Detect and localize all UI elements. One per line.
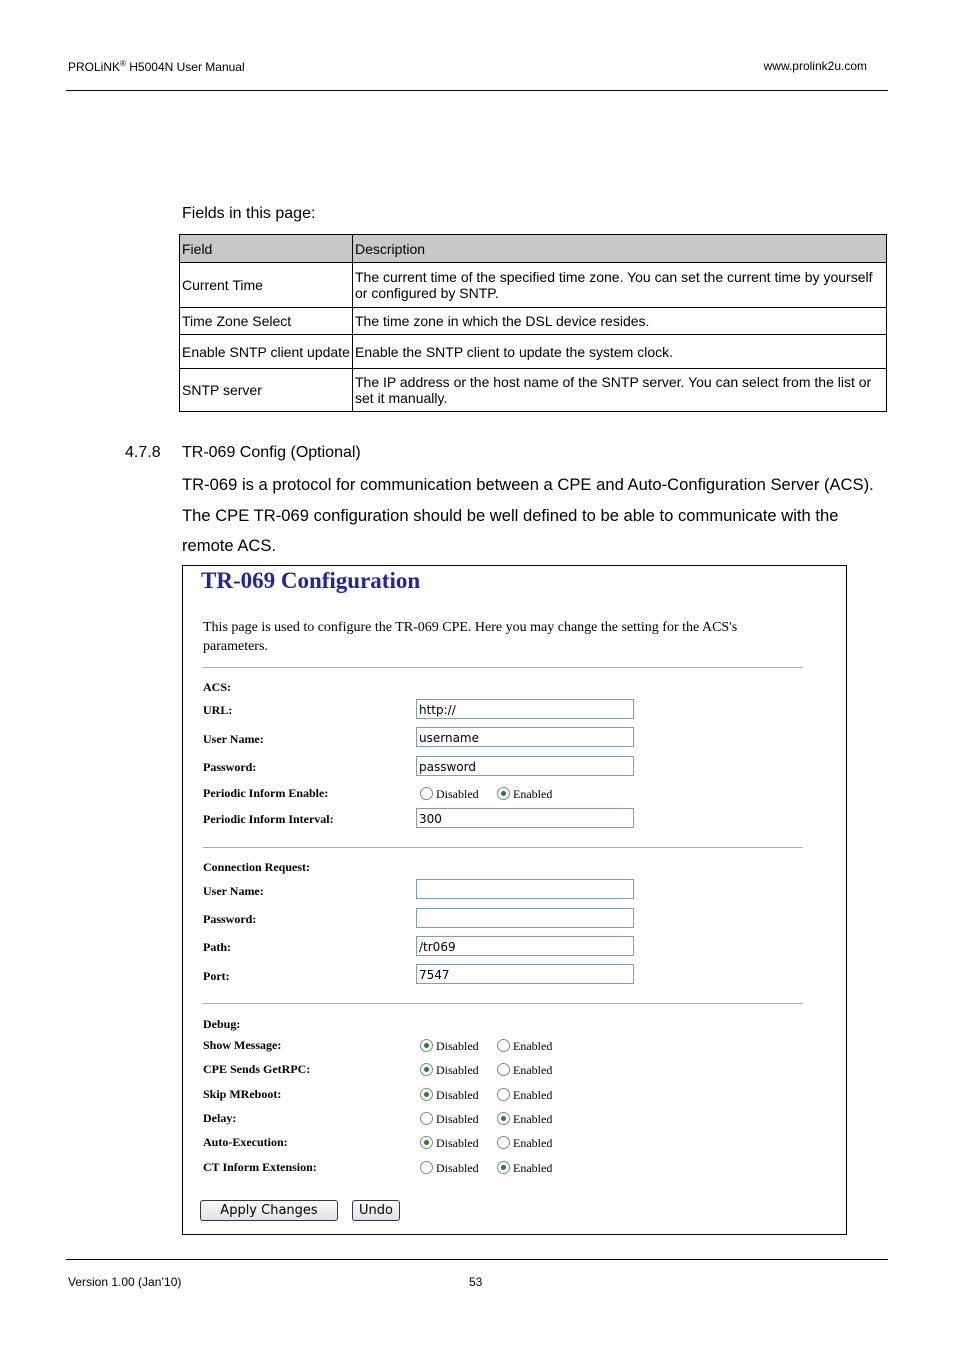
radio-circle-selected-icon [420, 1063, 433, 1076]
acs-username-label: User Name: [203, 732, 264, 746]
debug-option-label: Delay: [203, 1110, 237, 1125]
fields-intro: Fields in this page: [182, 205, 316, 222]
debug-option-label: Show Message: [203, 1038, 282, 1052]
conn-password-input[interactable] [416, 908, 634, 928]
description-cell: The IP address or the host name of the SNTP server. You can select from the list or set it manually. [353, 369, 887, 412]
debug-option-label: CPE Sends GetRPC: [203, 1062, 311, 1077]
header-title [68, 59, 245, 74]
periodic-inform-enable-label: Periodic Inform Enable: [203, 786, 329, 800]
manual-name: H5004N User Manual [125, 60, 245, 74]
acs-heading: ACS: [203, 680, 232, 694]
conn-port-label: Port: [203, 969, 230, 983]
radio-circle-icon [420, 1161, 433, 1174]
acs-password-input[interactable]: password [416, 756, 634, 776]
description-cell: Enable the SNTP client to update the system clock. [353, 335, 887, 369]
conn-username-label: User Name: [203, 884, 264, 898]
field-cell: Time Zone Select [180, 308, 353, 335]
registered-mark: ® [120, 59, 126, 68]
page-number: 53 [469, 1275, 483, 1289]
radio-circle-icon [420, 1112, 433, 1125]
field-cell: SNTP server [180, 369, 353, 412]
radio-circle-selected-icon [497, 1161, 510, 1174]
conn-path-input[interactable]: /tr069 [416, 936, 634, 956]
radio-label: Enabled [513, 787, 553, 801]
config-page-intro: This page is used to configure the TR-069 CPE. Here you may change the setting for the ACS's parameters. [203, 620, 738, 654]
apply-changes-button[interactable]: Apply Changes [200, 1200, 338, 1221]
debug-disabled-radio[interactable] [420, 1136, 479, 1151]
debug-heading: Debug: [203, 1017, 241, 1031]
radio-circle-selected-icon [420, 1039, 433, 1052]
radio-circle-icon [497, 1063, 510, 1076]
radio-circle-icon [497, 1088, 510, 1101]
periodic-inform-disabled-radio[interactable] [420, 787, 479, 802]
radio-label: Enabled [513, 1136, 553, 1151]
radio-circle-selected-icon [497, 787, 510, 800]
periodic-inform-interval-label: Periodic Inform Interval: [203, 812, 334, 826]
radio-circle-selected-icon [420, 1136, 433, 1149]
debug-enabled-radio[interactable] [497, 1039, 552, 1054]
debug-disabled-radio[interactable] [420, 1112, 479, 1127]
radio-circle-icon [420, 787, 433, 800]
radio-circle-selected-icon [420, 1088, 433, 1101]
debug-enabled-radio[interactable] [497, 1112, 552, 1127]
conn-path-label: Path: [203, 940, 231, 954]
footer-version: Version 1.00 (Jan’10) [68, 1275, 182, 1289]
table-header-row [180, 235, 887, 263]
radio-label: Enabled [513, 1039, 553, 1053]
radio-label: Enabled [513, 1160, 553, 1175]
radio-label: Disabled [436, 1039, 479, 1053]
section-number: 4.7.8 [125, 444, 161, 461]
conn-port-input[interactable]: 7547 [416, 964, 634, 984]
periodic-inform-interval-input[interactable]: 300 [416, 808, 634, 828]
radio-circle-icon [497, 1039, 510, 1052]
radio-label: Disabled [436, 1136, 479, 1151]
acs-url-input[interactable]: http:// [416, 699, 634, 719]
radio-label: Disabled [436, 1111, 479, 1126]
description-cell: The time zone in which the DSL device resides. [353, 308, 887, 335]
debug-option-label: CT Inform Extension: [203, 1159, 317, 1174]
acs-password-label: Password: [203, 760, 257, 774]
radio-label: Disabled [436, 1087, 479, 1102]
radio-label: Enabled [513, 1063, 553, 1078]
tr069-config-screenshot [182, 565, 847, 1235]
debug-enabled-radio[interactable] [497, 1063, 552, 1078]
table-row [180, 369, 887, 412]
config-page-title: TR-069 Configuration [201, 568, 421, 593]
debug-option-label: Skip MReboot: [203, 1086, 282, 1101]
table-row [180, 308, 887, 335]
acs-username-input[interactable]: username [416, 727, 634, 747]
divider [203, 1003, 803, 1004]
radio-label: Enabled [513, 1111, 553, 1126]
radio-label: Disabled [436, 1063, 479, 1078]
section-title: TR-069 Config (Optional) [182, 444, 361, 461]
debug-disabled-radio[interactable] [420, 1161, 479, 1176]
periodic-inform-enabled-radio[interactable] [497, 787, 552, 802]
debug-disabled-radio[interactable] [420, 1039, 479, 1054]
debug-enabled-radio[interactable] [497, 1088, 552, 1103]
section-body: TR-069 is a protocol for communication between a CPE and Auto-Configuration Server (ACS). The CPE TR-069 configuration should be well defined to be able to communicate with the remote ACS. [182, 475, 874, 555]
undo-button[interactable]: Undo [352, 1200, 400, 1221]
radio-circle-icon [497, 1136, 510, 1149]
brand-name: PROLiNK [68, 60, 121, 74]
divider [203, 847, 803, 848]
debug-enabled-radio[interactable] [497, 1136, 552, 1151]
table-row [180, 335, 887, 369]
column-header-description: Description [353, 235, 887, 263]
radio-circle-selected-icon [497, 1112, 510, 1125]
column-header-field: Field [180, 235, 353, 263]
field-cell: Current Time [180, 263, 353, 308]
footer-divider [66, 1259, 888, 1260]
field-cell: Enable SNTP client update [180, 335, 353, 369]
conn-password-label: Password: [203, 912, 257, 926]
table-row [180, 263, 887, 308]
description-cell: The current time of the specified time zone. You can set the current time by yourself or configured by SNTP. [353, 263, 887, 308]
debug-enabled-radio[interactable] [497, 1161, 552, 1176]
radio-label: Enabled [513, 1087, 553, 1102]
debug-disabled-radio[interactable] [420, 1088, 479, 1103]
fields-table [179, 234, 887, 412]
header-divider [66, 90, 888, 91]
connection-request-heading: Connection Request: [203, 860, 310, 874]
conn-username-input[interactable] [416, 879, 634, 899]
debug-disabled-radio[interactable] [420, 1063, 479, 1078]
debug-option-label: Auto-Execution: [203, 1135, 288, 1150]
header-website: www.prolink2u.com [763, 59, 867, 73]
radio-label: Disabled [436, 787, 479, 801]
radio-label: Disabled [436, 1160, 479, 1175]
acs-url-label: URL: [203, 703, 233, 717]
divider [203, 667, 803, 668]
